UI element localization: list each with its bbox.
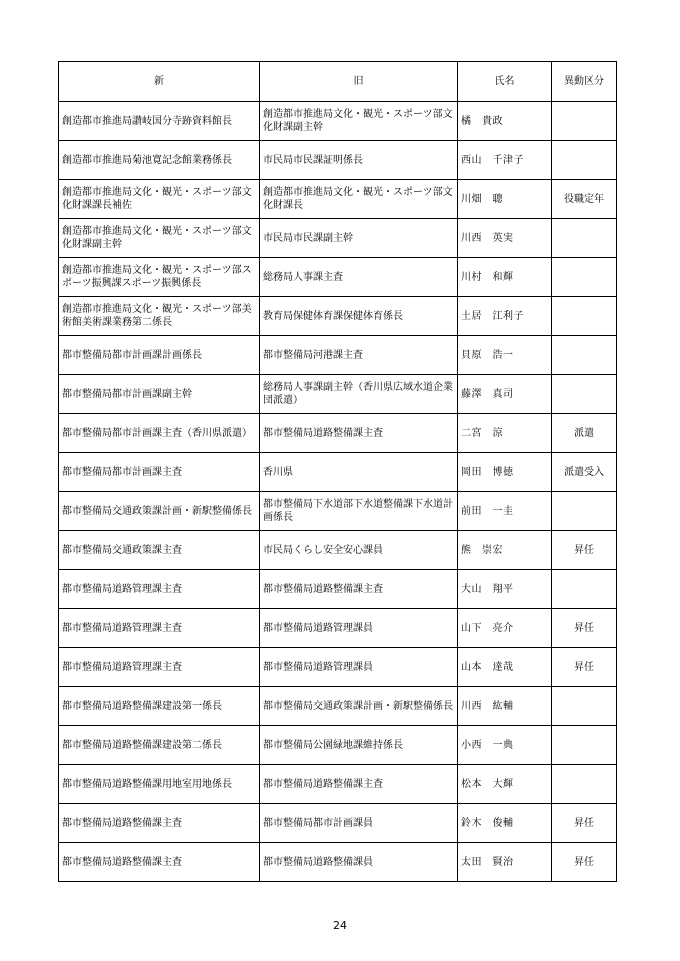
table-row [59, 843, 617, 882]
old-position-cell: 市民局市民課証明係長 [260, 141, 458, 180]
header-new-position: 新 [59, 62, 260, 102]
new-position-cell: 都市整備局道路整備課建設第二係長 [59, 726, 260, 765]
table-row [59, 258, 617, 297]
old-position-cell: 総務局人事課主査 [260, 258, 458, 297]
table-row [59, 336, 617, 375]
new-position-cell: 都市整備局道路整備課用地室用地係長 [59, 765, 260, 804]
old-position-cell: 都市整備局河港課主査 [260, 336, 458, 375]
new-position-cell: 創造都市推進局文化・観光・スポーツ部スポーツ振興課スポーツ振興係長 [59, 258, 260, 297]
header-name: 氏名 [458, 62, 552, 102]
header-old-position: 旧 [260, 62, 458, 102]
name-cell: 熊 崇宏 [458, 531, 552, 570]
new-position-cell: 都市整備局道路整備課主査 [59, 843, 260, 882]
new-position-cell: 創造都市推進局文化・観光・スポーツ部美術館美術課業務第二係長 [59, 297, 260, 336]
transfer-type-cell [552, 258, 617, 297]
transfer-type-cell [552, 765, 617, 804]
new-position-cell: 都市整備局交通政策課計画・新駅整備係長 [59, 492, 260, 531]
old-position-cell: 総務局人事課副主幹（香川県広域水道企業団派遣） [260, 375, 458, 414]
transfer-type-cell [552, 375, 617, 414]
new-position-cell: 創造都市推進局菊池寛記念館業務係長 [59, 141, 260, 180]
transfer-type-cell [552, 141, 617, 180]
transfer-type-cell [552, 102, 617, 141]
table-row [59, 453, 617, 492]
name-cell: 松本 大輝 [458, 765, 552, 804]
transfer-type-cell [552, 726, 617, 765]
name-cell: 山本 達哉 [458, 648, 552, 687]
transfer-type-cell [552, 687, 617, 726]
old-position-cell: 市民局くらし安全安心課員 [260, 531, 458, 570]
transfer-type-cell [552, 492, 617, 531]
table-row [59, 531, 617, 570]
page-number: 24 [333, 919, 347, 932]
transfer-type-cell [552, 297, 617, 336]
name-cell: 橘 貴政 [458, 102, 552, 141]
old-position-cell: 都市整備局道路整備課主査 [260, 414, 458, 453]
table-row [59, 180, 617, 219]
transfer-type-cell: 派遣受入 [552, 453, 617, 492]
name-cell: 西山 千津子 [458, 141, 552, 180]
table-row [59, 609, 617, 648]
table-row [59, 648, 617, 687]
table-row [59, 687, 617, 726]
name-cell: 藤澤 真司 [458, 375, 552, 414]
new-position-cell: 創造都市推進局讃岐国分寺跡資料館長 [59, 102, 260, 141]
old-position-cell: 教育局保健体育課保健体育係長 [260, 297, 458, 336]
transfer-type-cell: 派遣 [552, 414, 617, 453]
table-row [59, 570, 617, 609]
name-cell: 山下 亮介 [458, 609, 552, 648]
old-position-cell: 香川県 [260, 453, 458, 492]
header-transfer-type: 異動区分 [552, 62, 617, 102]
table-row [59, 219, 617, 258]
name-cell: 川西 英実 [458, 219, 552, 258]
new-position-cell: 都市整備局都市計画課主査（香川県派遣） [59, 414, 260, 453]
old-position-cell: 都市整備局交通政策課計画・新駅整備係長 [260, 687, 458, 726]
transfer-type-cell: 昇任 [552, 609, 617, 648]
name-cell: 土居 江利子 [458, 297, 552, 336]
name-cell: 川西 紘輔 [458, 687, 552, 726]
name-cell: 岡田 博徳 [458, 453, 552, 492]
transfer-type-cell [552, 570, 617, 609]
new-position-cell: 都市整備局交通政策課主査 [59, 531, 260, 570]
table-row [59, 414, 617, 453]
table-body [59, 102, 617, 882]
name-cell: 太田 賢治 [458, 843, 552, 882]
name-cell: 貝原 浩一 [458, 336, 552, 375]
transfer-type-cell: 昇任 [552, 843, 617, 882]
name-cell: 小西 一典 [458, 726, 552, 765]
table-row [59, 765, 617, 804]
old-position-cell: 都市整備局道路管理課員 [260, 609, 458, 648]
new-position-cell: 都市整備局道路整備課主査 [59, 804, 260, 843]
transfer-type-cell: 昇任 [552, 804, 617, 843]
new-position-cell: 都市整備局都市計画課計画係長 [59, 336, 260, 375]
old-position-cell: 創造都市推進局文化・観光・スポーツ部文化財課長 [260, 180, 458, 219]
transfer-type-cell: 昇任 [552, 531, 617, 570]
new-position-cell: 創造都市推進局文化・観光・スポーツ部文化財課課長補佐 [59, 180, 260, 219]
new-position-cell: 都市整備局道路整備課建設第一係長 [59, 687, 260, 726]
new-position-cell: 都市整備局都市計画課主査 [59, 453, 260, 492]
transfer-type-cell [552, 336, 617, 375]
old-position-cell: 都市整備局道路整備課主査 [260, 570, 458, 609]
table-row [59, 297, 617, 336]
name-cell: 大山 翔平 [458, 570, 552, 609]
table-row [59, 141, 617, 180]
table-row [59, 102, 617, 141]
table-row [59, 375, 617, 414]
old-position-cell: 創造都市推進局文化・観光・スポーツ部文化財課副主幹 [260, 102, 458, 141]
new-position-cell: 都市整備局都市計画課副主幹 [59, 375, 260, 414]
old-position-cell: 都市整備局都市計画課員 [260, 804, 458, 843]
table-header-row [59, 62, 617, 102]
old-position-cell: 都市整備局公園緑地課維持係長 [260, 726, 458, 765]
transfer-type-cell: 役職定年 [552, 180, 617, 219]
table-row [59, 804, 617, 843]
transfer-type-cell: 昇任 [552, 648, 617, 687]
name-cell: 二宮 涼 [458, 414, 552, 453]
old-position-cell: 市民局市民課副主幹 [260, 219, 458, 258]
name-cell: 鈴木 俊輔 [458, 804, 552, 843]
new-position-cell: 都市整備局道路管理課主査 [59, 648, 260, 687]
new-position-cell: 都市整備局道路管理課主査 [59, 570, 260, 609]
name-cell: 川畑 聰 [458, 180, 552, 219]
old-position-cell: 都市整備局道路整備課員 [260, 843, 458, 882]
new-position-cell: 都市整備局道路管理課主査 [59, 609, 260, 648]
old-position-cell: 都市整備局下水道部下水道整備課下水道計画係長 [260, 492, 458, 531]
old-position-cell: 都市整備局道路整備課主査 [260, 765, 458, 804]
table-row [59, 726, 617, 765]
table-row [59, 492, 617, 531]
name-cell: 前田 一圭 [458, 492, 552, 531]
transfer-type-cell [552, 219, 617, 258]
name-cell: 川村 和輝 [458, 258, 552, 297]
new-position-cell: 創造都市推進局文化・観光・スポーツ部文化財課副主幹 [59, 219, 260, 258]
personnel-transfer-table [58, 61, 617, 882]
old-position-cell: 都市整備局道路管理課員 [260, 648, 458, 687]
